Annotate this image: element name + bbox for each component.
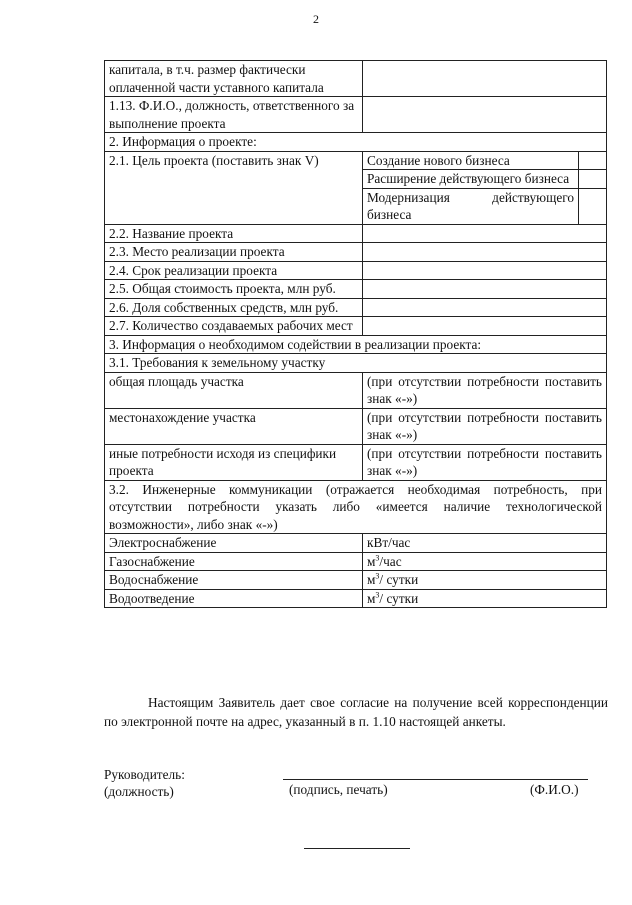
gas-unit[interactable]: $м^3$/час (363, 552, 607, 571)
signature-line (283, 779, 588, 780)
signature-fio-label: (Ф.И.О.) (530, 782, 579, 797)
table-row (105, 408, 607, 444)
table-row (105, 151, 607, 170)
goal-mark-cell-expansion[interactable] (579, 170, 607, 189)
row-label-water-supply: Водоснабжение (105, 571, 363, 590)
table-row (105, 97, 607, 133)
row-label-sewerage: Водоотведение (105, 589, 363, 608)
table-row (105, 534, 607, 553)
table-row (105, 317, 607, 336)
row-label-jobs: 2.7. Количество создаваемых рабочих мест (105, 317, 363, 336)
table-row (105, 480, 607, 534)
row-label-electricity: Электроснабжение (105, 534, 363, 553)
row-label-responsible: 1.13. Ф.И.О., должность, ответственного за выполнение проекта (105, 97, 363, 133)
subsection-heading-land: 3.1. Требования к земельному участку (105, 354, 607, 373)
land-other-hint[interactable]: (при отсутствии потребности поставить знак «-») (363, 444, 607, 480)
footer-divider (304, 848, 410, 849)
section-heading-assistance: 3. Информация о необходимом содействии в реализации проекта: (105, 335, 607, 354)
table-row (105, 261, 607, 280)
row-label-land-area: общая площадь участка (105, 372, 363, 408)
table-row (105, 571, 607, 590)
table-row (105, 61, 607, 97)
table-row (105, 133, 607, 152)
sewerage-unit[interactable]: $м^3/$ сутки (363, 589, 607, 608)
goal-mark-cell-modernization[interactable] (579, 188, 607, 224)
consent-paragraph: Настоящим Заявитель дает свое согласие на получение всей корреспонденции по электронной почте на адрес, указанный в п. 1.10 настоящей анкеты. (104, 695, 608, 729)
row-label-project-cost: 2.5. Общая стоимость проекта, млн руб. (105, 280, 363, 299)
land-area-hint[interactable]: (при отсутствии потребности поставить знак «-») (363, 372, 607, 408)
goal-option-modernization: Модернизация действующего бизнеса (363, 188, 579, 224)
capital-value-cell[interactable] (363, 61, 607, 97)
signature-head-label: Руководитель: (104, 767, 185, 782)
land-location-hint[interactable]: (при отсутствии потребности поставить знак «-») (363, 408, 607, 444)
project-term-value-cell[interactable] (363, 261, 607, 280)
project-cost-value-cell[interactable] (363, 280, 607, 299)
row-label-gas: Газоснабжение (105, 552, 363, 571)
table-row (105, 552, 607, 571)
table-row (105, 224, 607, 243)
goal-option-expansion: Расширение действующего бизнеса (363, 170, 579, 189)
table-row (105, 335, 607, 354)
table-row (105, 243, 607, 262)
row-label-project-name: 2.2. Название проекта (105, 224, 363, 243)
own-funds-value-cell[interactable] (363, 298, 607, 317)
table-row (105, 280, 607, 299)
page-number: 2 (313, 12, 319, 26)
water-supply-unit[interactable]: $м^3/$ сутки (363, 571, 607, 590)
table-row (105, 589, 607, 608)
goal-mark-cell-new[interactable] (579, 151, 607, 170)
table-row (105, 372, 607, 408)
subsection-heading-utilities: 3.2. Инженерные коммуникации (отражается необходимая потребность, при отсутствии потребности указать либо «имеется наличие технологической возможности», либо знак «-») (105, 480, 607, 534)
row-label-capital: капитала, в т.ч. размер фактически оплаченной части уставного капитала (105, 61, 363, 97)
section-heading-project: 2. Информация о проекте: (105, 133, 607, 152)
row-label-land-other: иные потребности исходя из специфики проекта (105, 444, 363, 480)
responsible-value-cell[interactable] (363, 97, 607, 133)
row-label-own-funds: 2.6. Доля собственных средств, млн руб. (105, 298, 363, 317)
goal-option-new-business: Создание нового бизнеса (363, 151, 579, 170)
row-label-land-location: местонахождение участка (105, 408, 363, 444)
row-label-project-term: 2.4. Срок реализации проекта (105, 261, 363, 280)
jobs-value-cell[interactable] (363, 317, 607, 336)
project-place-value-cell[interactable] (363, 243, 607, 262)
table-row (105, 354, 607, 373)
application-form-table (104, 60, 607, 608)
table-row (105, 298, 607, 317)
signature-position-label: (должность) (104, 784, 174, 799)
row-label-project-place: 2.3. Место реализации проекта (105, 243, 363, 262)
signature-sign-label: (подпись, печать) (289, 782, 388, 797)
electricity-unit[interactable]: кВт/час (363, 534, 607, 553)
table-row (105, 444, 607, 480)
row-label-goal: 2.1. Цель проекта (поставить знак V) (105, 151, 363, 224)
project-name-value-cell[interactable] (363, 224, 607, 243)
